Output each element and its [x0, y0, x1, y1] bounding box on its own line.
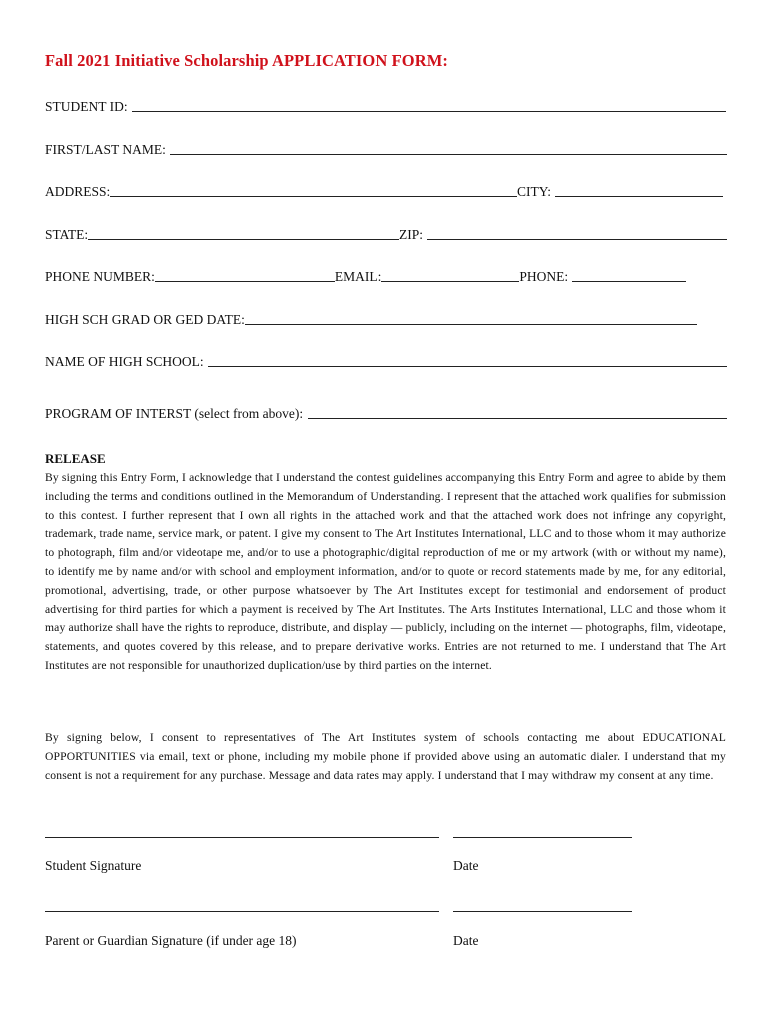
city-label: CITY: — [516, 184, 551, 199]
guardian-date-line[interactable] — [453, 911, 632, 912]
program-field[interactable] — [308, 418, 727, 419]
name-label: FIRST/LAST NAME: — [45, 142, 166, 157]
program-row — [45, 404, 727, 422]
release-paragraph: By signing this Entry Form, I acknowledge that I understand the contest guidelines accompanying this Entry Form and agree to abide by them including the terms and conditions outlined in the Memorandum of Understanding. I represent that the attached work qualifies for submission to this contest. I further represent that I own all rights in the attached work and that the attached work does not infringe any copyright, trademark, trade name, service mark, or patent. I give my consent to The Art Institutes International, LLC and to those whom it may authorize to photograph, film and/or videotape me, and/or to use a photographic/digital reproduction of me or my artwork (with or without my name), to identify me by name and/or with school and employment information, and/or to quote or record statements made by me, for any editorial, promotional, advertising, trade, or other purpose whatsoever by The Art Institutes except for testimonial and endorsement of product advertising for third parties for which a payment is received by The Art Institutes. The Arts Institutes International, LLC and those whom it may authorize shall have the rights to reproduce, distribute, and display — publicly, including on the internet — photographs, film, videotape, statements, and quotes covered by this release, and to prepare derivative works. Entries are not returned to me. I understand that The Art Institutes are not responsible for unauthorized duplication/use by third parties on the internet. — [45, 471, 726, 672]
phone-number-label: PHONE NUMBER: — [45, 269, 155, 284]
email-label: EMAIL: — [334, 269, 382, 284]
phone-field[interactable] — [572, 281, 686, 282]
high-school-field[interactable] — [208, 366, 727, 367]
phone-number-field[interactable] — [155, 281, 335, 282]
student-signature-label: Student Signature — [45, 858, 142, 873]
guardian-signature-label: Parent or Guardian Signature (if under age 18) — [45, 933, 297, 948]
high-school-row — [45, 352, 727, 370]
grad-date-field[interactable] — [245, 324, 697, 325]
zip-field[interactable] — [427, 239, 727, 240]
consent-paragraph: By signing below, I consent to representatives of The Art Institutes system of schools contacting me about EDUCATIONAL OPPORTUNITIES via email, text or phone, including my mobile phone if provided above using an automatic dialer. I understand that my consent is not a requirement for any purchase. Message and data rates may apply. I understand that I may withdraw my consent at any time. — [45, 731, 726, 782]
name-row — [45, 140, 727, 158]
address-row — [45, 182, 723, 200]
name-field[interactable] — [170, 154, 727, 155]
state-field[interactable] — [88, 239, 399, 240]
high-school-label: NAME OF HIGH SCHOOL: — [45, 354, 204, 369]
phone-label: PHONE: — [519, 269, 569, 284]
program-label: PROGRAM OF INTERST (select from above): — [45, 406, 304, 421]
student-signature-line[interactable] — [45, 837, 439, 838]
state-label: STATE: — [45, 227, 89, 242]
student-id-label: STUDENT ID: — [45, 99, 128, 114]
student-id-row — [45, 97, 726, 115]
student-date-label: Date — [453, 858, 479, 873]
guardian-date-label: Date — [453, 933, 479, 948]
state-row — [45, 225, 727, 243]
address-field[interactable] — [110, 196, 517, 197]
city-field[interactable] — [555, 196, 723, 197]
contact-row — [45, 267, 686, 285]
student-date-line[interactable] — [453, 837, 632, 838]
release-heading: RELEASE — [45, 451, 106, 466]
grad-date-label: HIGH SCH GRAD OR GED DATE: — [45, 312, 245, 327]
zip-label: ZIP: — [398, 227, 423, 242]
student-id-field[interactable] — [132, 111, 726, 112]
form-title: Fall 2021 Initiative Scholarship APPLICATION FORM: — [45, 51, 448, 70]
address-label: ADDRESS: — [45, 184, 111, 199]
guardian-signature-line[interactable] — [45, 911, 439, 912]
grad-date-row — [45, 310, 697, 328]
email-field[interactable] — [381, 281, 519, 282]
